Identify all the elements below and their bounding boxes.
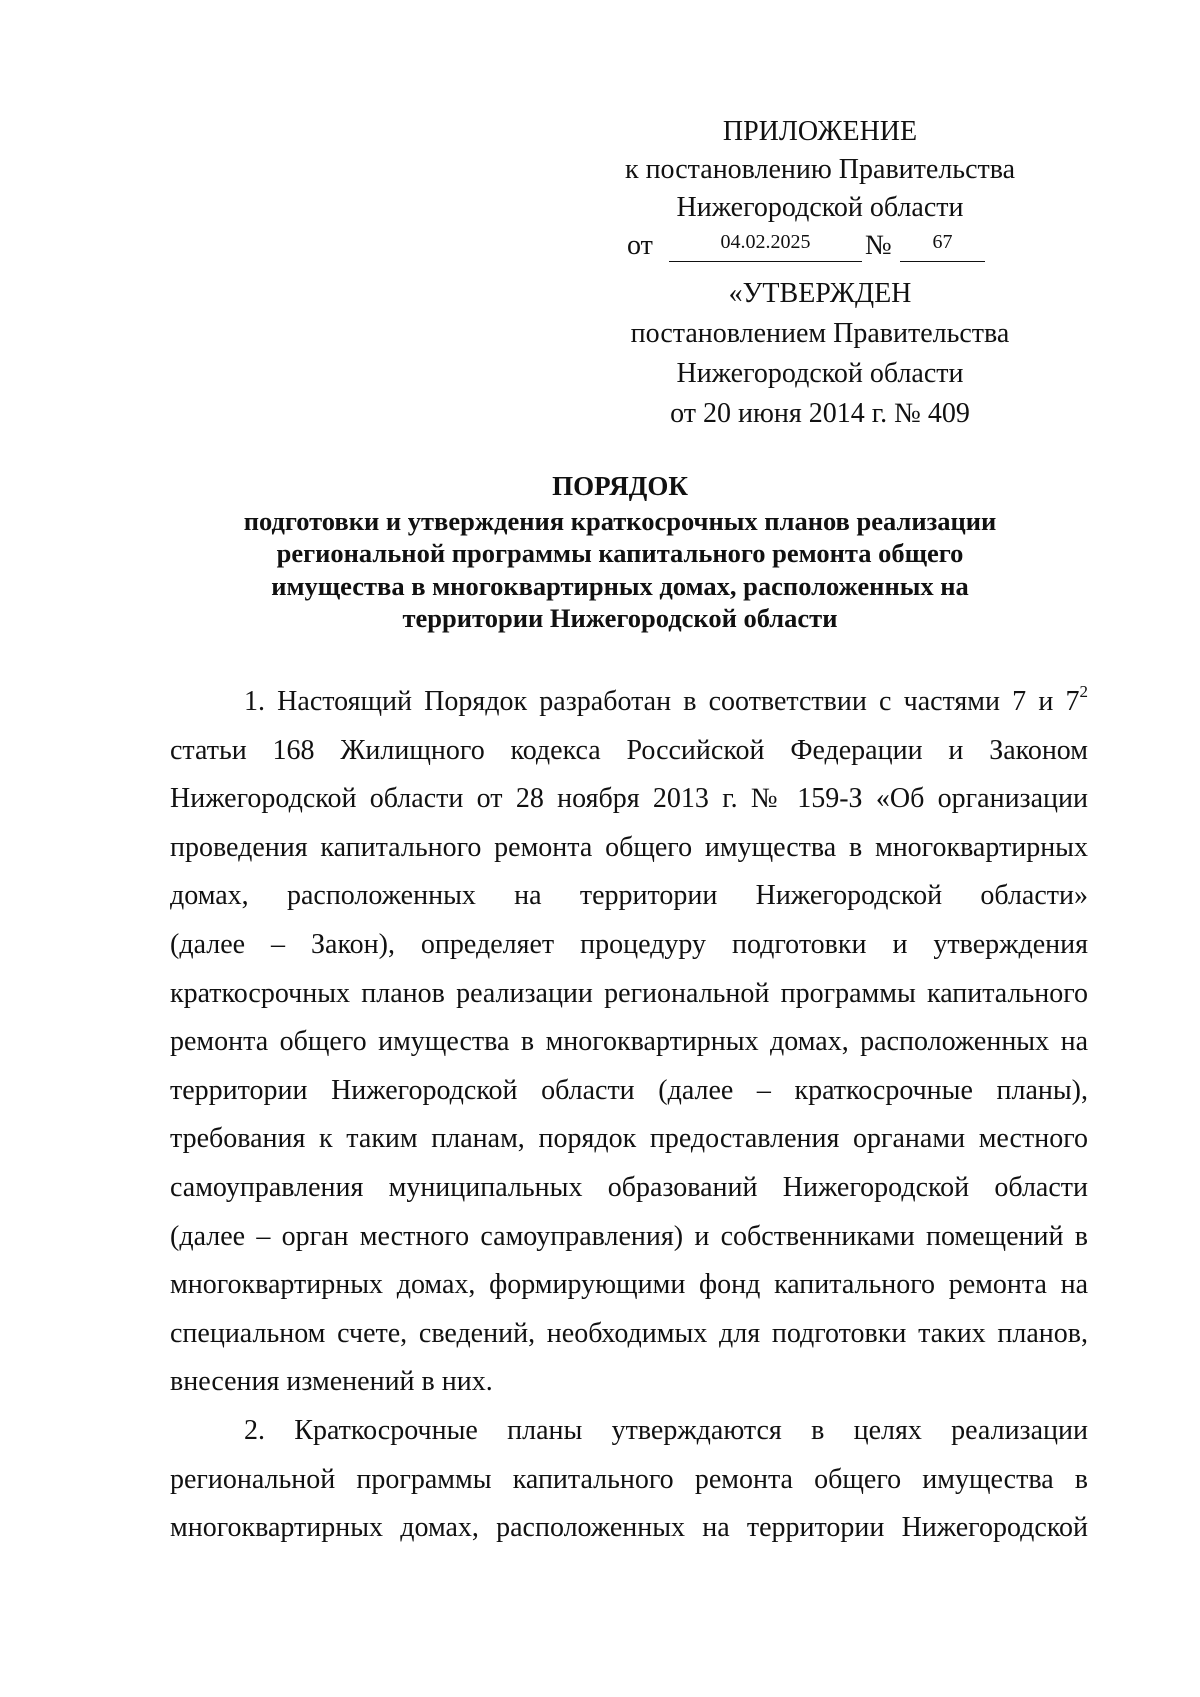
paragraph-2-line: региональной программы капитального ремонта общего имущества в — [170, 1463, 1088, 1495]
paragraph-1-line: Нижегородской области от 28 ноября 2013 г. № 159-З «Об организации — [170, 783, 1088, 815]
document-body — [170, 678, 1088, 1553]
paragraph-1-line: статьи 168 Жилищного кодекса Российской Федерации и Законом — [170, 734, 1088, 766]
paragraph-1-line: территории Нижегородской области (далее – краткосрочные планы), — [170, 1074, 1088, 1106]
approved-block — [575, 274, 1065, 434]
appendix-date-row — [575, 227, 1065, 265]
title-line: региональной программы капитального ремонта общего — [276, 538, 964, 568]
from-label: от — [627, 230, 653, 261]
title-line: территории Нижегородской области — [402, 603, 838, 633]
paragraph-1-line: ремонта общего имущества в многоквартирных домах, расположенных на — [170, 1026, 1088, 1058]
superscript: 2 — [1079, 681, 1088, 701]
appendix-line-2: Нижегородской области — [676, 192, 964, 223]
number-field: 67 — [900, 231, 985, 262]
approved-line-3: Нижегородской области — [676, 358, 964, 389]
paragraph-1-line: внесения изменений в них. — [170, 1366, 493, 1398]
paragraph-1-line: многоквартирных домах, формирующими фонд капитального ремонта на — [170, 1269, 1088, 1301]
appendix-block — [575, 113, 1065, 265]
paragraph-1-line: специальном счете, сведений, необходимых для подготовки таких планов, — [170, 1317, 1088, 1349]
paragraph-1-line: домах, расположенных на территории Нижегородской области» — [170, 880, 1088, 912]
paragraph-1-line — [170, 678, 1088, 727]
appendix-title: ПРИЛОЖЕНИЕ — [722, 116, 918, 147]
paragraph-2-line: 2. Краткосрочные планы утверждаются в целях реализации — [244, 1414, 1088, 1446]
paragraph-1-line: проведения капитального ремонта общего имущества в многоквартирных — [170, 831, 1088, 863]
number-sign: № — [865, 230, 892, 261]
document-heading: ПОРЯДОК — [552, 471, 688, 501]
appendix-line-1: к постановлению Правительства — [624, 154, 1016, 185]
paragraph-1-line: требования к таким планам, порядок предоставления органами местного — [170, 1123, 1088, 1155]
approved-line-1: «УТВЕРЖДЕН — [728, 278, 912, 309]
title-line: имущества в многоквартирных домах, расположенных на — [271, 570, 969, 601]
paragraph-1-line: самоуправления муниципальных образований Нижегородской области — [170, 1171, 1088, 1203]
paragraph-2-line: многоквартирных домах, расположенных на территории Нижегородской — [170, 1512, 1088, 1544]
approved-line-2: постановлением Правительства — [630, 318, 1010, 349]
approved-line-4: от 20 июня 2014 г. № 409 — [670, 398, 970, 429]
paragraph-text: 1. Настоящий Порядок разработан в соответствии с частями 7 и 7 — [244, 686, 1080, 717]
title-line: подготовки и утверждения краткосрочных планов реализации — [243, 505, 997, 536]
document-title-block — [160, 470, 1080, 635]
paragraph-1-line: краткосрочных планов реализации региональной программы капитального — [170, 977, 1088, 1009]
paragraph-1-line: (далее – орган местного самоуправления) и собственниками помещений в — [170, 1220, 1088, 1252]
paragraph-1-line: (далее – Закон), определяет процедуру подготовки и утверждения — [170, 928, 1088, 960]
date-field: 04.02.2025 — [669, 231, 862, 262]
